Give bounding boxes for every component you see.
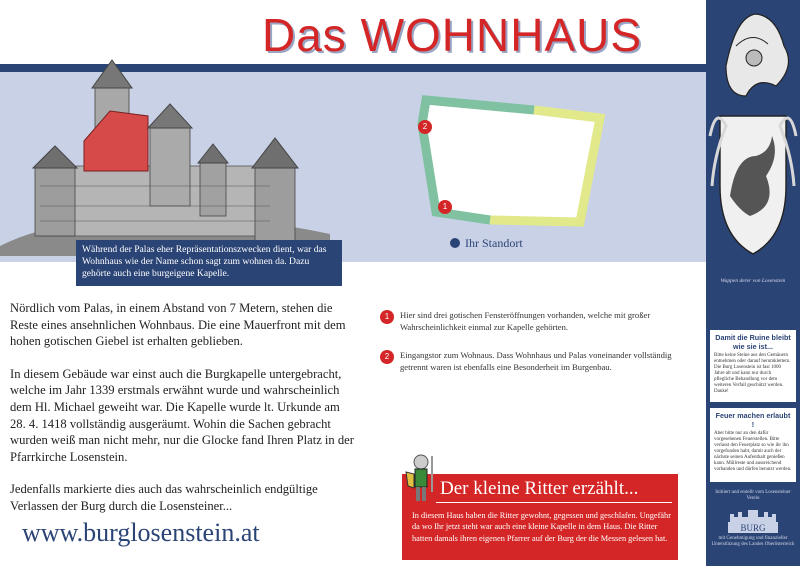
note-number-2: 2 [380, 350, 394, 364]
note-2 [380, 350, 690, 373]
main-text [10, 300, 354, 531]
castle-caption: Während der Palas eher Repräsentationszwecken dient, war das Wohnhaus wie der Name schon sagt zum wohnen da. Dazu gehörte auch eine burgeigene Kapelle. [76, 240, 342, 286]
wappen-caption: Wappen derer von Losenstein [720, 278, 786, 284]
knight-icon [404, 452, 438, 504]
standort-dot-icon [450, 238, 460, 248]
feuer-info-text: Aber bitte nur an den dafür vorgesehenen Feuerstellen. Bitte verlasst den Feuerplatz so wie ihr ihn vorgefunden habt, damit auch der nächste seinen Aufenthalt genießen kann. Müllreste und aussreichend vorhanden und dürfen benutzt werden. [714, 431, 792, 472]
ruine-info-box [710, 330, 796, 402]
website-url[interactable]: www.burglosenstein.at [22, 518, 260, 547]
page-title: Das WOHNHAUS [262, 9, 643, 61]
note-1 [380, 310, 690, 333]
sidebar-footer-top: Initiiert und erstellt vom Losensteiner Verein [715, 490, 791, 501]
note-text-1: Hier sind drei gotischen Fensteröffnungen vorhanden, welche mit großer Wahrscheinlichkeit einmal zur Kapelle gehörten. [400, 310, 651, 332]
castle-illustration [0, 56, 330, 256]
main-paragraph: Jedenfalls markierte dies auch das wahrscheinlich endgültige Verlassen der Burg durch die Losensteiner... [10, 482, 318, 513]
note-text-2: Eingangstor zum Wohnaus. Dass Wohnhaus und Palas voneinander vollständig getrennt waren ist ebenfalls eine Besonderheit im Burgenbau. [400, 350, 672, 372]
ritter-text: In diesem Haus haben die Ritter gewohnt, gegessen und geschlafen. Ungefähr da wo Ihr jetzt steht war auch eine kleine Kapelle in dem Haus. Die Ritter hatten damals ihren eigenen Pfarrer auf der Burg der die Messen gelesen hat. [412, 511, 671, 543]
ritter-title: Der kleine Ritter erzählt... [440, 478, 639, 499]
note-number-1: 1 [380, 310, 394, 324]
ritter-divider [436, 502, 672, 503]
burg-logo-text: BURG [740, 523, 766, 533]
plan-marker-2: 2 [418, 120, 432, 134]
standort-label [450, 236, 523, 251]
sidebar-footer-bottom: mit Genehmigung und finanzieller Unterstützung des Landes Oberösterreich [711, 536, 795, 547]
main-paragraph: Nördlich vom Palas, in einem Abstand von 7 Metern, stehen die Reste eines ansehnlichen Wohnbaus. Die eine Mauerfront mit dem hohen gotischen Giebel ist erhalten geblieben. [10, 301, 346, 349]
standort-text: Ihr Standort [465, 236, 523, 250]
ruine-info-text: Bitte keine Steine aus den Gemäuern entnehmen oder darauf herumklettern. Die Burg Losenstein ist fast 1000 Jahre alt und kann nur durch pflegliche Behandlung vor dem weiteren Verfall geschützt werden. Danke! [714, 353, 791, 394]
feuer-info-box [710, 408, 796, 482]
floor-plan [404, 94, 620, 244]
main-paragraph: In diesem Gebäude war einst auch die Burgkapelle untergebracht, welche im Jahr 1339 erstmals erwähnt wurde und wahrscheinlich dem Hl. Michael geweiht war. Die Kapelle wurde lt. Urkunde am 28. 4. 1418 vollständig ausgeräumt. Wohin die Sachen gebracht wurden weiß man nicht mehr, nur die Glocke fand Ihren Platz in der Pfarrkirche Losenstein. [10, 366, 354, 464]
ruine-info-title: Damit die Ruine bleibt wie sie ist... [715, 333, 791, 351]
burg-logo-icon [724, 508, 782, 534]
sidebar [706, 0, 800, 566]
coat-of-arms-icon [706, 6, 800, 278]
plan-marker-1: 1 [438, 200, 452, 214]
feuer-info-title: Feuer machen erlaubt ! [715, 411, 791, 429]
